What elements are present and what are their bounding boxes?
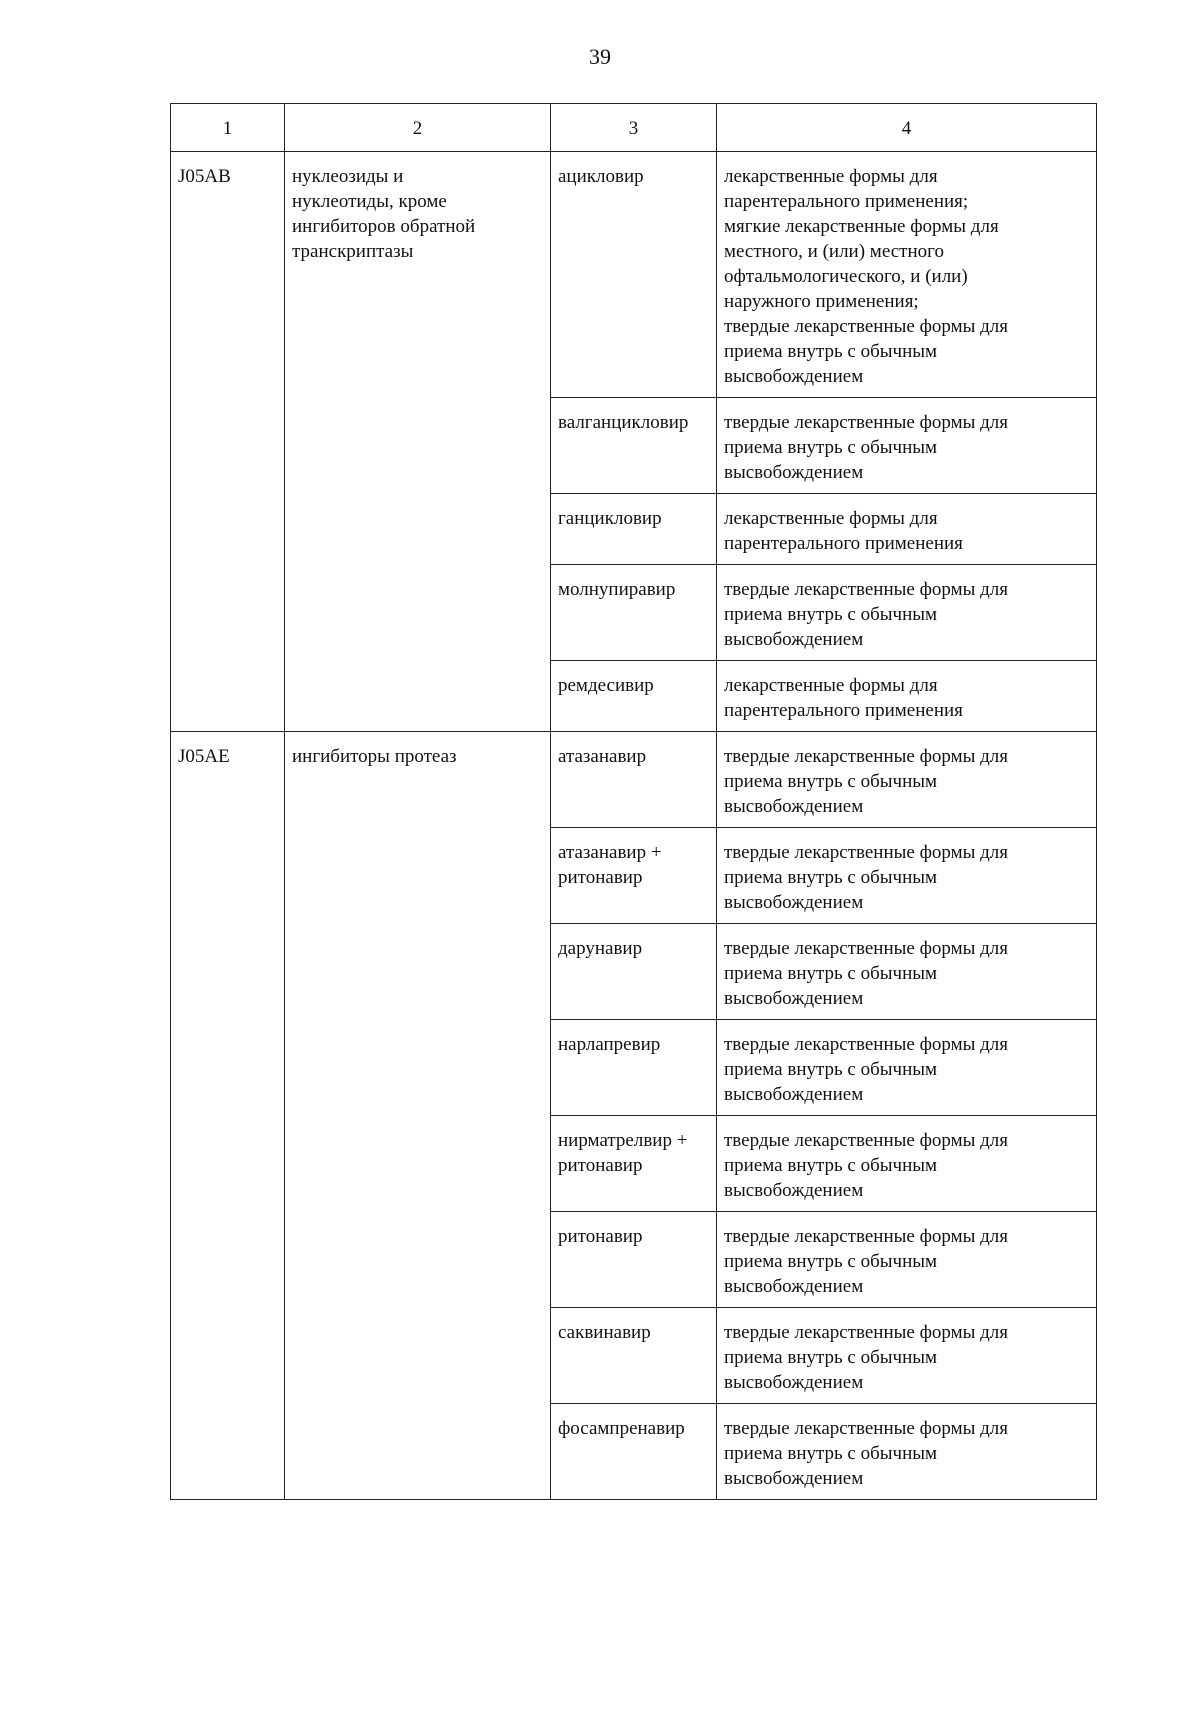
dosage-form-line: высвобождением <box>724 462 864 483</box>
drug-name-cell <box>551 494 717 565</box>
dosage-form-line: высвобождением <box>724 629 864 650</box>
page-number: 39 <box>589 44 611 69</box>
dosage-form-cell <box>717 924 1097 1020</box>
dosage-form-line: офтальмологического, и (или) <box>724 266 968 287</box>
dosage-form-cell <box>717 152 1097 398</box>
dosage-form-cell <box>717 661 1097 732</box>
dosage-form-line: твердые лекарственные формы для <box>724 938 1009 959</box>
dosage-form-line: парентерального применения; <box>724 191 969 212</box>
dosage-form-cell <box>717 732 1097 828</box>
dosage-form-line: наружного применения; <box>724 291 919 312</box>
header-row <box>171 104 1097 152</box>
group-name-line: ингибиторы протеаз <box>292 746 457 767</box>
table-body <box>171 152 1097 1500</box>
drug-name-line: ритонавир <box>558 867 643 888</box>
dosage-form-line: высвобождением <box>724 1180 864 1201</box>
drug-name-line: ацикловир <box>558 166 644 187</box>
drug-name-line: дарунавир <box>558 938 643 959</box>
header-cell-2: 2 <box>285 104 551 152</box>
drug-name-line: валганцикловир <box>558 412 689 433</box>
dosage-form-cell <box>717 1020 1097 1116</box>
dosage-form-line: твердые лекарственные формы для <box>724 412 1009 433</box>
dosage-form-line: высвобождением <box>724 366 864 387</box>
drug-name-cell <box>551 1212 717 1308</box>
drug-name-cell <box>551 661 717 732</box>
dosage-form-cell <box>717 1116 1097 1212</box>
dosage-form-line: лекарственные формы для <box>724 675 938 696</box>
dosage-form-line: высвобождением <box>724 1276 864 1297</box>
drug-name-line: атазанавир <box>558 746 647 767</box>
dosage-form-line: твердые лекарственные формы для <box>724 746 1009 767</box>
dosage-form-line: высвобождением <box>724 1372 864 1393</box>
dosage-form-line: лекарственные формы для <box>724 166 938 187</box>
dosage-form-line: приема внутрь с обычным <box>724 1347 938 1368</box>
dosage-form-line: твердые лекарственные формы для <box>724 1130 1009 1151</box>
dosage-form-line: твердые лекарственные формы для <box>724 1418 1009 1439</box>
dosage-form-line: приема внутрь с обычным <box>724 1155 938 1176</box>
dosage-form-line: твердые лекарственные формы для <box>724 1226 1009 1247</box>
header-cell-3: 3 <box>551 104 717 152</box>
drug-table <box>170 103 1097 1500</box>
group-name-line: нуклеозиды и <box>292 166 404 187</box>
dosage-form-cell <box>717 828 1097 924</box>
dosage-form-line: твердые лекарственные формы для <box>724 579 1009 600</box>
dosage-form-line: парентерального применения <box>724 700 963 721</box>
drug-name-line: нарлапревир <box>558 1034 661 1055</box>
drug-name-line: ганцикловир <box>558 508 662 529</box>
drug-name-cell <box>551 924 717 1020</box>
header-cell-4: 4 <box>717 104 1097 152</box>
dosage-form-line: высвобождением <box>724 1084 864 1105</box>
dosage-form-cell <box>717 494 1097 565</box>
dosage-form-line: приема внутрь с обычным <box>724 963 938 984</box>
dosage-form-line: высвобождением <box>724 796 864 817</box>
group-name-line: транскриптазы <box>292 241 414 262</box>
dosage-form-line: твердые лекарственные формы для <box>724 316 1009 337</box>
drug-name-line: нирматрелвир + <box>558 1130 688 1151</box>
drug-name-line: ремдесивир <box>558 675 654 696</box>
drug-name-line: ритонавир <box>558 1226 643 1247</box>
dosage-form-line: твердые лекарственные формы для <box>724 1322 1009 1343</box>
drug-name-cell <box>551 1404 717 1500</box>
drug-name-cell <box>551 565 717 661</box>
drug-name-cell <box>551 828 717 924</box>
dosage-form-line: приема внутрь с обычным <box>724 604 938 625</box>
dosage-form-cell <box>717 565 1097 661</box>
drug-name-line: саквинавир <box>558 1322 651 1343</box>
dosage-form-line: твердые лекарственные формы для <box>724 1034 1009 1055</box>
atc-code-cell: J05AB <box>171 152 285 732</box>
dosage-form-line: высвобождением <box>724 1468 864 1489</box>
header-cell-1: 1 <box>171 104 285 152</box>
drug-name-cell <box>551 1116 717 1212</box>
drug-name-cell <box>551 1020 717 1116</box>
drug-name-cell <box>551 398 717 494</box>
dosage-form-cell <box>717 1212 1097 1308</box>
group-name-line: нуклеотиды, кроме <box>292 191 447 212</box>
dosage-form-line: лекарственные формы для <box>724 508 938 529</box>
drug-name-cell <box>551 732 717 828</box>
drug-name-line: молнупиравир <box>558 579 676 600</box>
dosage-form-line: приема внутрь с обычным <box>724 1443 938 1464</box>
dosage-form-line: высвобождением <box>724 892 864 913</box>
dosage-form-cell <box>717 1308 1097 1404</box>
dosage-form-line: приема внутрь с обычным <box>724 437 938 458</box>
dosage-form-line: приема внутрь с обычным <box>724 867 938 888</box>
dosage-form-line: мягкие лекарственные формы для <box>724 216 999 237</box>
dosage-form-cell <box>717 1404 1097 1500</box>
drug-name-line: фосампренавир <box>558 1418 685 1439</box>
atc-code-cell: J05AE <box>171 732 285 1500</box>
dosage-form-cell <box>717 398 1097 494</box>
drug-name-cell <box>551 1308 717 1404</box>
dosage-form-line: приема внутрь с обычным <box>724 1251 938 1272</box>
group-name-cell <box>285 152 551 732</box>
group-name-line: ингибиторов обратной <box>292 216 476 237</box>
dosage-form-line: твердые лекарственные формы для <box>724 842 1009 863</box>
dosage-form-line: местного, и (или) местного <box>724 241 944 262</box>
table-row <box>171 152 1097 398</box>
drug-name-cell <box>551 152 717 398</box>
table-row <box>171 732 1097 828</box>
group-name-cell <box>285 732 551 1500</box>
dosage-form-line: высвобождением <box>724 988 864 1009</box>
dosage-form-line: приема внутрь с обычным <box>724 341 938 362</box>
dosage-form-line: приема внутрь с обычным <box>724 771 938 792</box>
dosage-form-line: приема внутрь с обычным <box>724 1059 938 1080</box>
drug-name-line: ритонавир <box>558 1155 643 1176</box>
drug-name-line: атазанавир + <box>558 842 662 863</box>
dosage-form-line: парентерального применения <box>724 533 963 554</box>
